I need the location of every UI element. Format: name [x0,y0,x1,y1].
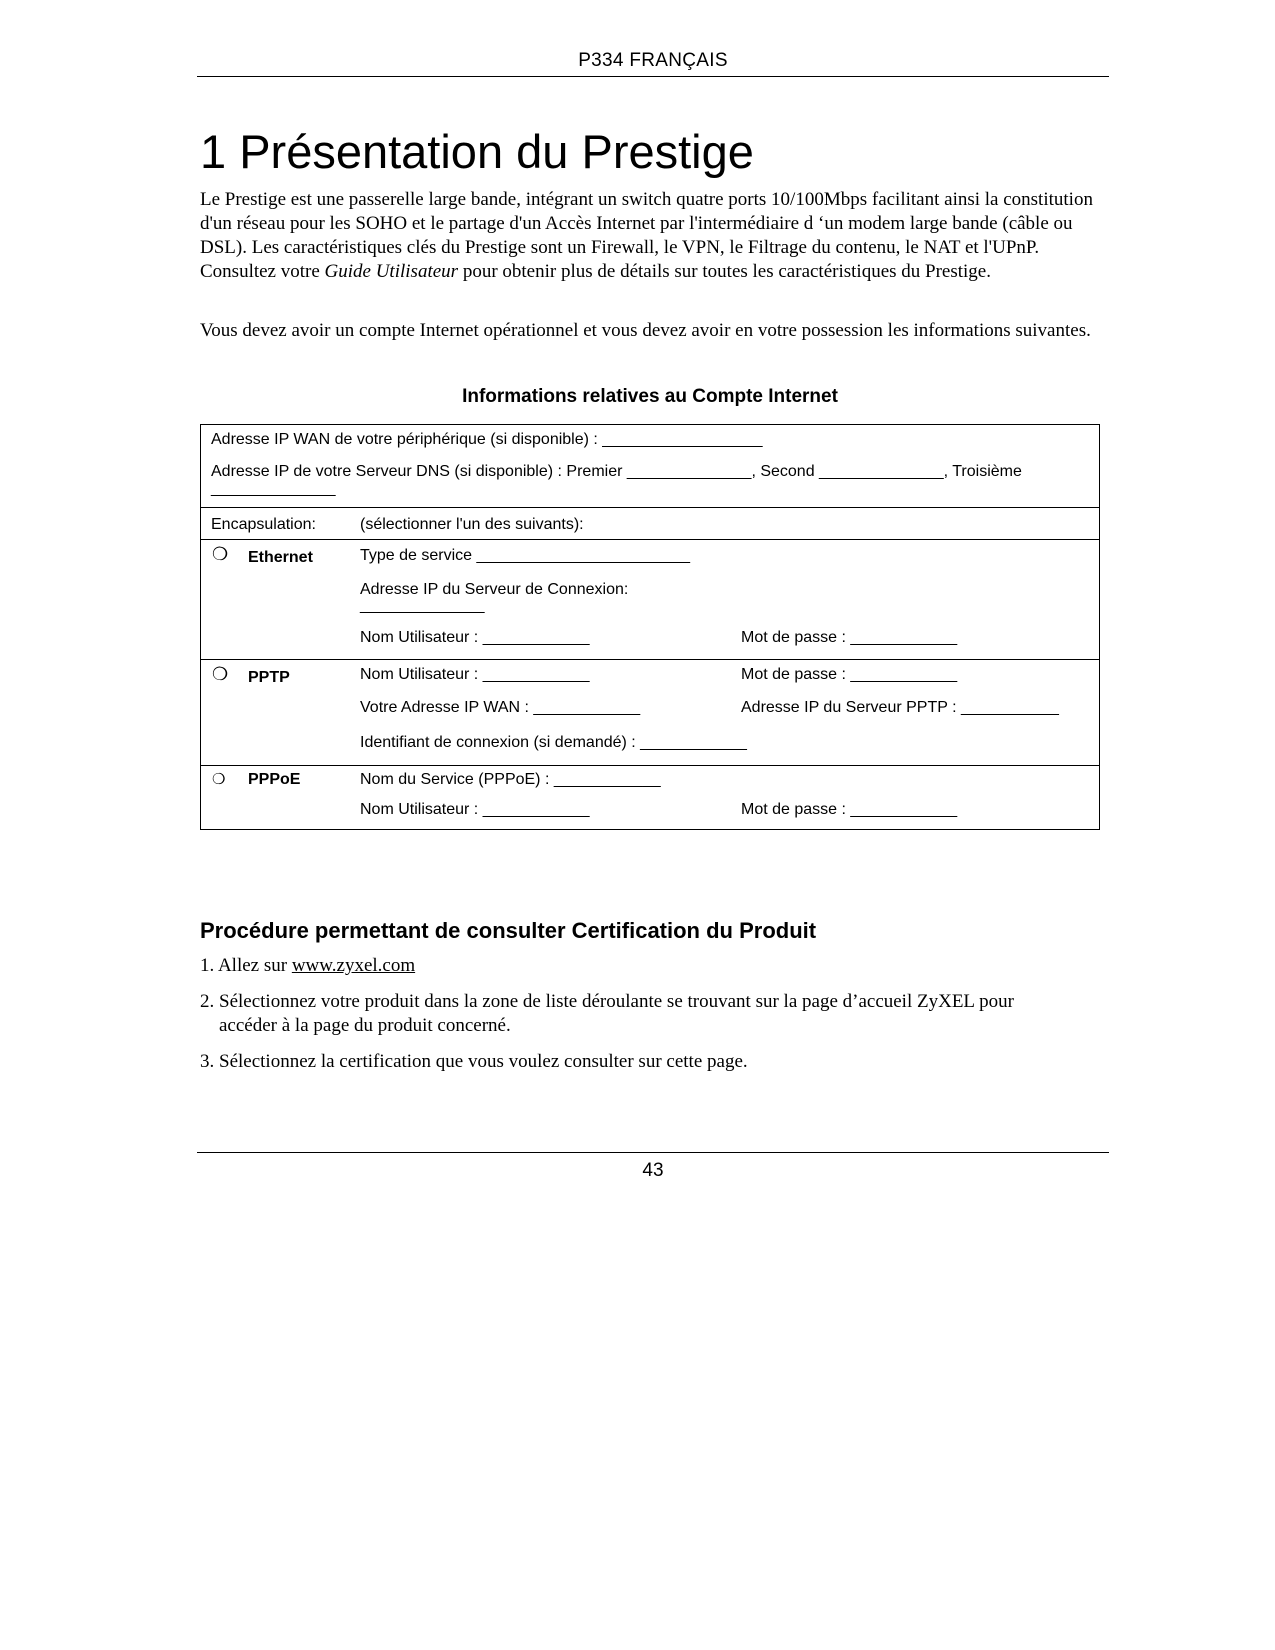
zyxel-link[interactable]: www.zyxel.com [291,955,416,976]
chapter-title: 1 Présentation du Prestige [200,125,754,178]
internet-account-table [200,424,1100,830]
table-divider [201,659,1099,660]
pppoe-service-name: Nom du Service (PPPoE) : ____________ [360,771,661,788]
intro-paragraph-1 [200,188,1100,284]
ethernet-label: Ethernet [248,549,313,566]
certification-step-3: 3. Sélectionnez la certification que vous voulez consulter sur cette page. [200,1051,748,1072]
running-header: P334 FRANÇAIS [578,50,728,71]
table-divider [201,507,1099,508]
pptp-server-ip: Adresse IP du Serveur PPTP : ___________ [741,699,1059,716]
pppoe-radio-icon[interactable]: ❍ [212,771,226,788]
table-divider [201,765,1099,766]
step-1-text: 1. Allez sur [200,955,292,976]
step-2-line-2: accéder à la page du produit concerné. [219,1015,511,1036]
ethernet-service-type: Type de service ________________________ [360,547,691,564]
ethernet-radio-icon[interactable]: ❍ [212,544,229,564]
dns-server-fields: Adresse IP de votre Serveur DNS (si disponible) : Premier ______________, Second ______________, Troisième [211,463,1022,480]
encapsulation-hint: (sélectionner l'un des suivants): [360,516,584,533]
pptp-password: Mot de passe : ____________ [741,666,958,683]
intro-paragraph-2: Vous devez avoir un compte Internet opérationnel et vous devez avoir en votre possession les informations suivantes. [200,320,1091,341]
ethernet-login-server-blank: ______________ [360,597,485,614]
ethernet-password: Mot de passe : ____________ [741,629,958,646]
pptp-connection-id: Identifiant de connexion (si demandé) : ____________ [360,734,747,751]
step-2-line-1: 2. Sélectionnez votre produit dans la zone de liste déroulante se trouvant sur la page d’accueil ZyXEL pour [200,991,1014,1012]
pppoe-password: Mot de passe : ____________ [741,801,958,818]
pppoe-username: Nom Utilisateur : ____________ [360,801,590,818]
pppoe-label: PPPoE [248,771,301,788]
intro-text-1: Le Prestige est une passerelle large bande, intégrant un switch quatre ports 10/100Mbps facilitant ainsi la constitution d'un réseau pour les SOHO et le partage d'un Accès Internet par l'intermédiaire d ‘un modem large bande (câble ou DSL). Les caractéristiques clés du Prestige sont un Firewall, le VPN, le Filtrage du contenu, le NAT et l'UPnP. Consultez votre [200,189,1093,282]
intro-text-2: pour obtenir plus de détails sur toutes les caractéristiques du Prestige. [458,261,991,282]
header-rule [197,76,1109,77]
guide-reference: Guide Utilisateur [324,261,459,282]
pptp-radio-icon[interactable]: ❍ [212,664,229,684]
pptp-wan-ip: Votre Adresse IP WAN : ____________ [360,699,641,716]
certification-step-1 [200,954,1100,978]
certification-title: Procédure permettant de consulter Certification du Produit [200,918,817,943]
footer-rule [197,1152,1109,1153]
table-title: Informations relatives au Compte Internet [462,386,838,407]
page-number: 43 [642,1160,664,1181]
pptp-label: PPTP [248,669,290,686]
encapsulation-label: Encapsulation: [211,516,316,533]
ethernet-login-server: Adresse IP du Serveur de Connexion: [360,581,629,598]
pptp-username: Nom Utilisateur : ____________ [360,666,590,683]
table-divider [201,539,1099,540]
dns-third-blank: ______________ [211,480,336,497]
wan-ip-field: Adresse IP WAN de votre périphérique (si disponible) : __________________ [211,431,763,448]
ethernet-username: Nom Utilisateur : ____________ [360,629,590,646]
certification-step-2 [200,990,1100,1038]
